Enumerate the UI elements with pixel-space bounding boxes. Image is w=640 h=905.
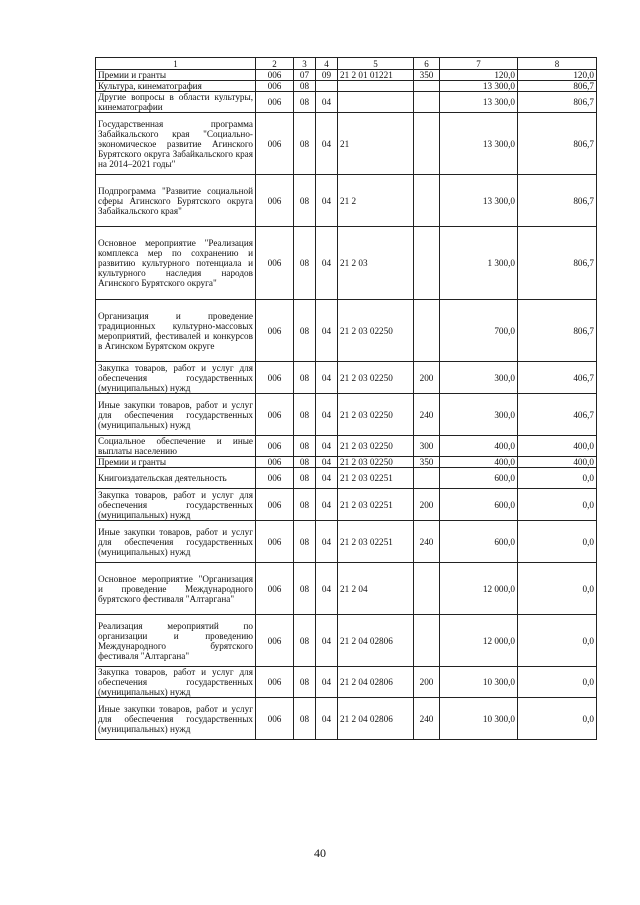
row-c8-cell: 0,0 [518, 468, 597, 489]
row-c8-cell: 400,0 [518, 436, 597, 457]
row-c3-cell: 07 [294, 70, 316, 81]
row-c6-cell [414, 92, 440, 113]
row-c7-cell: 400,0 [440, 457, 518, 468]
row-c6-cell: 240 [414, 521, 440, 563]
column-header: 3 [294, 58, 316, 70]
table-row [96, 457, 597, 468]
row-c4-cell: 04 [316, 521, 338, 563]
table-row [96, 175, 597, 227]
row-name-cell: Закупка товаров, работ и услуг для обеспечения государственных (муниципальных) нужд [96, 362, 256, 394]
table-row [96, 698, 597, 740]
row-c7-cell: 700,0 [440, 300, 518, 362]
row-c2-cell: 006 [256, 394, 294, 436]
row-c6-cell [414, 468, 440, 489]
row-c8-cell: 0,0 [518, 615, 597, 667]
table-row [96, 362, 597, 394]
row-c3-cell: 08 [294, 615, 316, 667]
row-c5-cell: 21 2 04 02806 [338, 615, 414, 667]
row-c7-cell: 13 300,0 [440, 81, 518, 92]
row-c7-cell: 12 000,0 [440, 563, 518, 615]
row-c2-cell: 006 [256, 563, 294, 615]
row-c3-cell: 08 [294, 457, 316, 468]
column-header: 2 [256, 58, 294, 70]
row-c4-cell: 04 [316, 394, 338, 436]
row-c4-cell: 04 [316, 615, 338, 667]
row-c2-cell: 006 [256, 227, 294, 300]
row-c8-cell: 406,7 [518, 362, 597, 394]
row-c4-cell: 04 [316, 436, 338, 457]
table-row [96, 563, 597, 615]
column-header: 4 [316, 58, 338, 70]
row-name-cell: Иные закупки товаров, работ и услуг для обеспечения государственных (муниципальных) нужд [96, 698, 256, 740]
row-c3-cell: 08 [294, 300, 316, 362]
row-c5-cell: 21 2 03 [338, 227, 414, 300]
row-c3-cell: 08 [294, 175, 316, 227]
row-c4-cell: 04 [316, 113, 338, 175]
row-c6-cell: 200 [414, 362, 440, 394]
table-row [96, 81, 597, 92]
row-name-cell: Культура, кинематография [96, 81, 256, 92]
table-row [96, 468, 597, 489]
row-c3-cell: 08 [294, 468, 316, 489]
row-c5-cell: 21 2 04 02806 [338, 667, 414, 698]
row-c2-cell: 006 [256, 436, 294, 457]
row-c8-cell: 806,7 [518, 92, 597, 113]
row-c8-cell: 806,7 [518, 175, 597, 227]
row-c4-cell: 04 [316, 563, 338, 615]
row-c5-cell: 21 2 03 02250 [338, 436, 414, 457]
row-name-cell: Книгоиздательская деятельность [96, 468, 256, 489]
row-name-cell: Премии и гранты [96, 70, 256, 81]
row-c7-cell: 300,0 [440, 394, 518, 436]
row-c2-cell: 006 [256, 457, 294, 468]
row-c6-cell [414, 300, 440, 362]
row-c5-cell: 21 2 03 02250 [338, 300, 414, 362]
row-c4-cell: 04 [316, 698, 338, 740]
row-c8-cell: 806,7 [518, 113, 597, 175]
row-c7-cell: 13 300,0 [440, 92, 518, 113]
row-c4-cell: 04 [316, 457, 338, 468]
row-c8-cell: 0,0 [518, 563, 597, 615]
row-c6-cell: 300 [414, 436, 440, 457]
column-header: 1 [96, 58, 256, 70]
row-c2-cell: 006 [256, 468, 294, 489]
row-c2-cell: 006 [256, 81, 294, 92]
row-c2-cell: 006 [256, 113, 294, 175]
row-c8-cell: 806,7 [518, 81, 597, 92]
row-c8-cell: 806,7 [518, 300, 597, 362]
row-c8-cell: 120,0 [518, 70, 597, 81]
row-c3-cell: 08 [294, 227, 316, 300]
row-name-cell: Другие вопросы в области культуры, кинематографии [96, 92, 256, 113]
row-c6-cell [414, 81, 440, 92]
row-c3-cell: 08 [294, 113, 316, 175]
row-c7-cell: 1 300,0 [440, 227, 518, 300]
budget-table [95, 57, 597, 740]
column-header: 8 [518, 58, 597, 70]
row-c4-cell [316, 81, 338, 92]
row-c4-cell: 04 [316, 175, 338, 227]
row-name-cell: Основное мероприятие "Реализация комплекса мер по сохранению и развитию культурного потенциала и культурного наследия народов Агинского Бурятского округа" [96, 227, 256, 300]
row-name-cell: Закупка товаров, работ и услуг для обеспечения государственных (муниципальных) нужд [96, 489, 256, 521]
row-c7-cell: 10 300,0 [440, 698, 518, 740]
row-c7-cell: 10 300,0 [440, 667, 518, 698]
row-c5-cell: 21 [338, 113, 414, 175]
row-c7-cell: 12 000,0 [440, 615, 518, 667]
row-c2-cell: 006 [256, 489, 294, 521]
row-c5-cell: 21 2 03 02250 [338, 457, 414, 468]
row-c5-cell: 21 2 03 02250 [338, 394, 414, 436]
row-c6-cell [414, 113, 440, 175]
table-header-row [96, 58, 597, 70]
table-row [96, 489, 597, 521]
row-c5-cell: 21 2 03 02251 [338, 489, 414, 521]
row-c4-cell: 04 [316, 92, 338, 113]
row-name-cell: Социальное обеспечение и иные выплаты населению [96, 436, 256, 457]
row-c2-cell: 006 [256, 300, 294, 362]
row-c2-cell: 006 [256, 667, 294, 698]
row-c8-cell: 0,0 [518, 489, 597, 521]
row-c2-cell: 006 [256, 70, 294, 81]
table-row [96, 92, 597, 113]
row-name-cell: Закупка товаров, работ и услуг для обеспечения государственных (муниципальных) нужд [96, 667, 256, 698]
row-c3-cell: 08 [294, 92, 316, 113]
row-name-cell: Иные закупки товаров, работ и услуг для обеспечения государственных (муниципальных) нужд [96, 521, 256, 563]
row-c5-cell: 21 2 [338, 175, 414, 227]
row-c6-cell: 200 [414, 667, 440, 698]
row-c5-cell: 21 2 03 02251 [338, 521, 414, 563]
row-c7-cell: 120,0 [440, 70, 518, 81]
row-name-cell: Премии и гранты [96, 457, 256, 468]
row-name-cell: Реализация мероприятий по организации и проведению Международного бурятского фестиваля "Алтаргана" [96, 615, 256, 667]
row-name-cell: Основное мероприятие "Организация и проведение Международного бурятского фестиваля "Алтаргана" [96, 563, 256, 615]
table-row [96, 300, 597, 362]
row-c3-cell: 08 [294, 81, 316, 92]
row-c4-cell: 09 [316, 70, 338, 81]
row-c8-cell: 406,7 [518, 394, 597, 436]
column-header: 7 [440, 58, 518, 70]
table-row [96, 667, 597, 698]
row-c2-cell: 006 [256, 92, 294, 113]
table-row [96, 436, 597, 457]
row-c4-cell: 04 [316, 300, 338, 362]
table-row [96, 227, 597, 300]
row-c5-cell: 21 2 01 01221 [338, 70, 414, 81]
row-c6-cell: 200 [414, 489, 440, 521]
row-c3-cell: 08 [294, 667, 316, 698]
row-name-cell: Организация и проведение традиционных культурно-массовых мероприятий, фестивалей и конкурсов в Агинском Бурятском округе [96, 300, 256, 362]
page-number: 40 [314, 846, 326, 860]
row-c2-cell: 006 [256, 175, 294, 227]
row-c4-cell: 04 [316, 468, 338, 489]
table-row [96, 113, 597, 175]
row-c3-cell: 08 [294, 698, 316, 740]
row-c8-cell: 0,0 [518, 667, 597, 698]
table-row [96, 70, 597, 81]
row-c3-cell: 08 [294, 521, 316, 563]
row-c6-cell [414, 615, 440, 667]
row-c3-cell: 08 [294, 362, 316, 394]
row-c5-cell: 21 2 03 02251 [338, 468, 414, 489]
row-c6-cell [414, 563, 440, 615]
row-c8-cell: 0,0 [518, 521, 597, 563]
row-c7-cell: 400,0 [440, 436, 518, 457]
row-c2-cell: 006 [256, 362, 294, 394]
row-c6-cell: 240 [414, 394, 440, 436]
table-row [96, 394, 597, 436]
row-c4-cell: 04 [316, 667, 338, 698]
row-c8-cell: 400,0 [518, 457, 597, 468]
row-c8-cell: 0,0 [518, 698, 597, 740]
row-c5-cell: 21 2 03 02250 [338, 362, 414, 394]
row-c3-cell: 08 [294, 489, 316, 521]
row-c6-cell [414, 227, 440, 300]
row-c2-cell: 006 [256, 698, 294, 740]
row-c2-cell: 006 [256, 521, 294, 563]
row-c6-cell [414, 175, 440, 227]
row-name-cell: Иные закупки товаров, работ и услуг для обеспечения государственных (муниципальных) нужд [96, 394, 256, 436]
table-row [96, 521, 597, 563]
row-name-cell: Подпрограмма "Развитие социальной сферы Агинского Бурятского округа Забайкальского края" [96, 175, 256, 227]
row-c7-cell: 300,0 [440, 362, 518, 394]
row-c7-cell: 600,0 [440, 521, 518, 563]
row-c4-cell: 04 [316, 227, 338, 300]
row-c6-cell: 240 [414, 698, 440, 740]
column-header: 6 [414, 58, 440, 70]
row-c7-cell: 13 300,0 [440, 113, 518, 175]
row-c6-cell: 350 [414, 457, 440, 468]
row-c7-cell: 600,0 [440, 489, 518, 521]
row-name-cell: Государственная программа Забайкальского края "Социально-экономическое развитие Агинского Бурятского округа Забайкальского края на 2014–2021 годы" [96, 113, 256, 175]
row-c5-cell: 21 2 04 [338, 563, 414, 615]
table-row [96, 615, 597, 667]
row-c4-cell: 04 [316, 362, 338, 394]
row-c5-cell [338, 81, 414, 92]
row-c8-cell: 806,7 [518, 227, 597, 300]
row-c2-cell: 006 [256, 615, 294, 667]
row-c3-cell: 08 [294, 563, 316, 615]
column-header: 5 [338, 58, 414, 70]
row-c3-cell: 08 [294, 394, 316, 436]
row-c4-cell: 04 [316, 489, 338, 521]
row-c5-cell: 21 2 04 02806 [338, 698, 414, 740]
row-c5-cell [338, 92, 414, 113]
row-c7-cell: 13 300,0 [440, 175, 518, 227]
row-c6-cell: 350 [414, 70, 440, 81]
row-c7-cell: 600,0 [440, 468, 518, 489]
row-c3-cell: 08 [294, 436, 316, 457]
